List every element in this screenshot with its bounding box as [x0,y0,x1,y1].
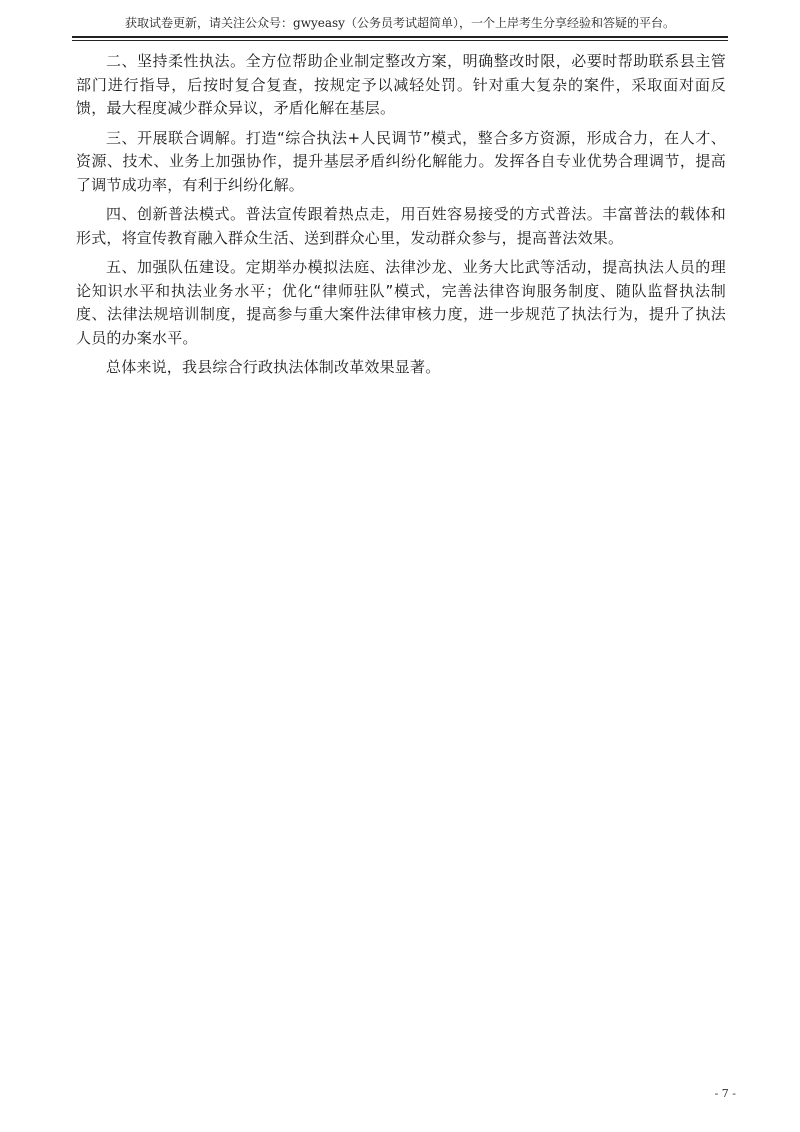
page-header: 获取试卷更新，请关注公众号：gwyeasy（公务员考试超简单），一个上岸考生分享经验和答疑的平台。 [125,16,675,30]
page-number: - 7 - [714,1087,736,1100]
paragraph-team-building: 五、加强队伍建设。定期举办模拟法庭、法律沙龙、业务大比武等活动，提高执法人员的理论知识水平和执法业务水平；优化“律师驻队”模式，完善法律咨询服务制度、随队监督执法制度、法律法规培训制度，提高参与重大案件法律审核力度，进一步规范了执法行为，提升了执法人员的办案水平。 [76,258,726,347]
paragraph-flexible-enforcement: 二、坚持柔性执法。全方位帮助企业制定整改方案，明确整改时限，必要时帮助联系县主管部门进行指导，后按时复合复查，按规定予以减轻处罚。针对重大复杂的案件，采取面对面反馈，最大程度减少群众异议，矛盾化解在基层。 [76,52,726,117]
paragraph-legal-education: 四、创新普法模式。普法宣传跟着热点走，用百姓容易接受的方式普法。丰富普法的载体和形式，将宣传教育融入群众生活、送到群众心里，发动群众参与，提高普法效果。 [76,205,726,247]
document-body [76,50,726,380]
paragraph-conclusion: 总体来说，我县综合行政执法体制改革效果显著。 [106,358,441,376]
header-rule-thin [72,40,728,41]
paragraph-joint-mediation: 三、开展联合调解。打造“综合执法+人民调节”模式，整合多方资源，形成合力，在人才、资源、技术、业务上加强协作，提升基层矛盾纠纷化解能力。发挥各自专业优势合理调节，提高了调节成功率，有利于纠纷化解。 [76,128,726,194]
header-rule [72,36,728,38]
